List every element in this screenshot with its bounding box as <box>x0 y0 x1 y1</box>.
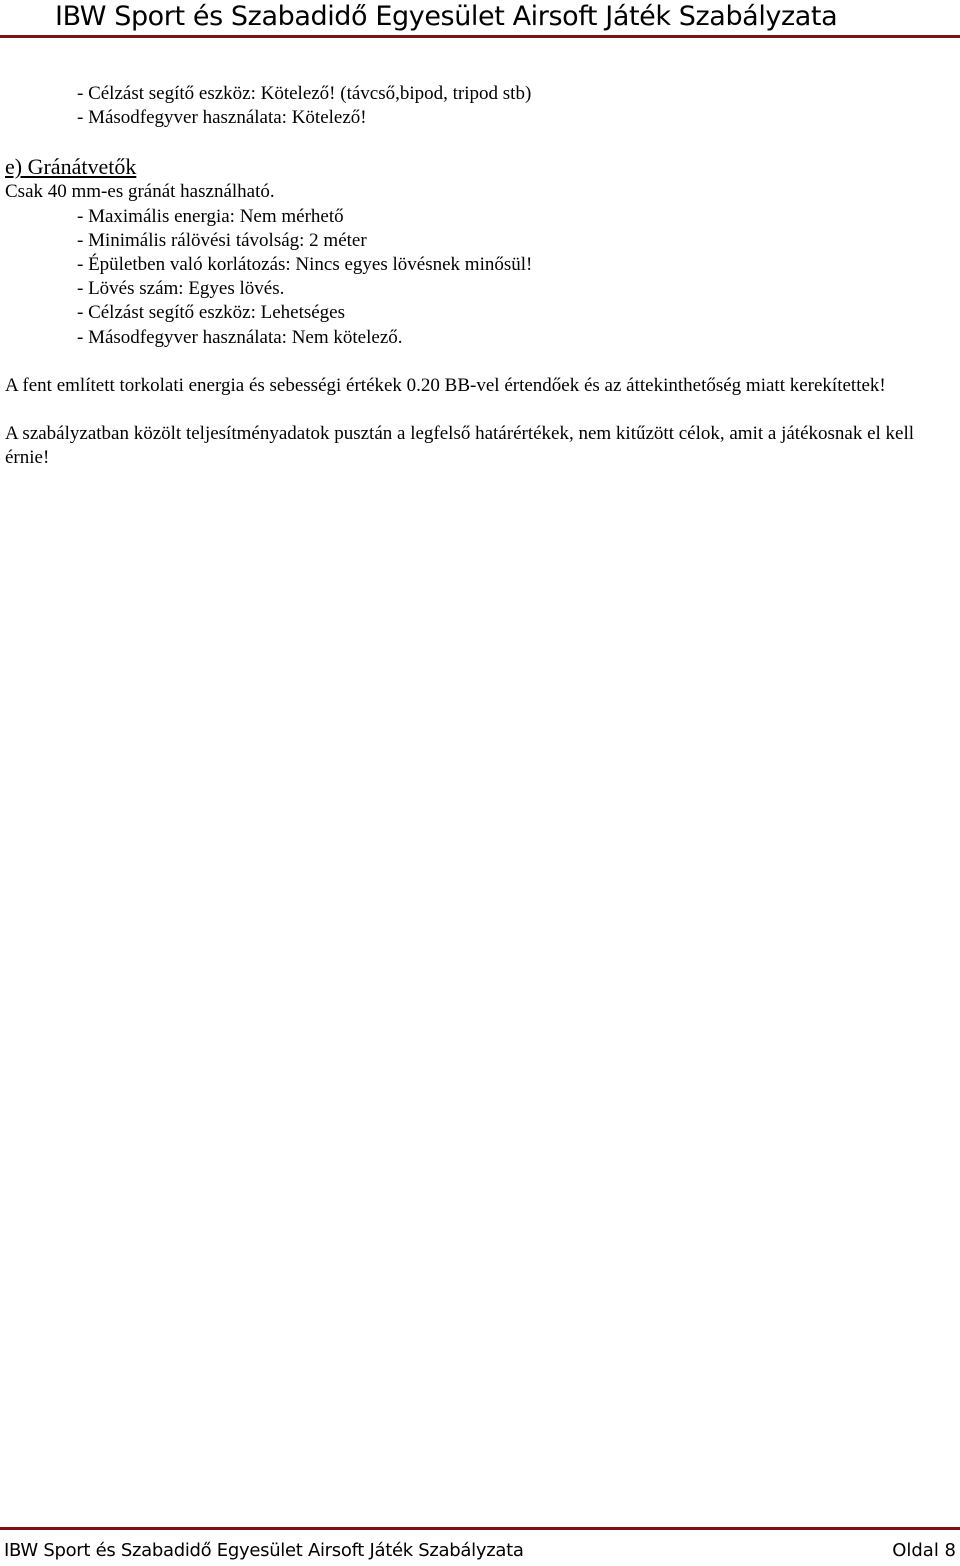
list-item: - Célzást segítő eszköz: Lehetséges <box>77 302 346 324</box>
page-header <box>0 0 960 38</box>
note-paragraph: A fent említett torkolati energia és sebességi értékek 0.20 BB-vel értendőek és az áttekinthetőség miatt kerekítettek! <box>5 374 886 396</box>
list-item: - Célzást segítő eszköz: Kötelező! (távcső,bipod, tripod stb) <box>77 83 532 104</box>
list-item: - Épületben való korlátozás: Nincs egyes lövésnek minősül! <box>77 254 533 276</box>
section-intro: Csak 40 mm-es gránát használható. <box>5 181 275 203</box>
list-item: - Másodfegyver használata: Kötelező! <box>77 107 367 129</box>
page-footer <box>0 1527 960 1563</box>
list-item: - Minimális rálövési távolság: 2 méter <box>77 229 367 251</box>
footer-title: IBW Sport és Szabadidő Egyesület Airsoft Játék Szabályzata <box>4 1540 524 1561</box>
list-item: - Maximális energia: Nem mérhető <box>77 205 344 227</box>
page-number: Oldal 8 <box>892 1540 956 1561</box>
note-paragraph: A szabályzatban közölt teljesítményadatok pusztán a legfelső határértékek, nem kitűzött célok, amit a játékosnak el kell érnie! <box>5 423 915 469</box>
section-heading: e) Gránátvetők <box>5 154 137 180</box>
header-title: IBW Sport és Szabadidő Egyesület Airsoft Játék Szabályzata <box>55 1 838 32</box>
document-body <box>5 82 955 470</box>
list-item: - Másodfegyver használata: Nem kötelező. <box>77 326 403 348</box>
list-item: - Lövés szám: Egyes lövés. <box>77 278 285 300</box>
